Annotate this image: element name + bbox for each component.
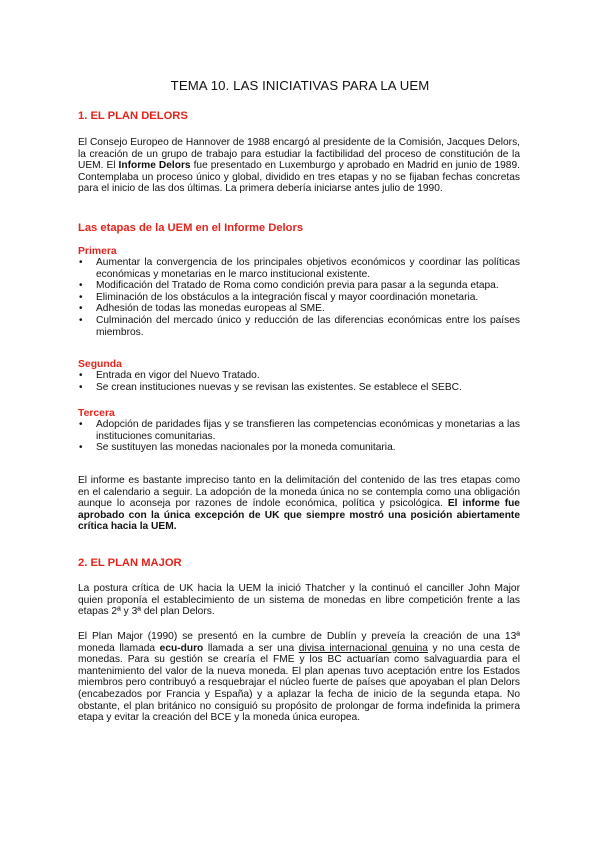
- text-run: divisa internacional genuina: [298, 642, 428, 654]
- text-run: El informe fue aprobado con la única excepción de UK que siempre mostró una posición abiertamente crítica hacia la UEM.: [78, 498, 520, 533]
- section-2-para-1-wrap: [78, 583, 520, 618]
- list-item: [78, 292, 520, 304]
- section-2-para-1: [78, 583, 520, 618]
- list-item: [78, 382, 520, 394]
- bullet-icon: •: [79, 370, 83, 381]
- section-1-heading: 1. EL PLAN DELORS: [78, 110, 188, 122]
- section-1-intro-wrap: [78, 137, 520, 195]
- text-run: llamada a ser una: [203, 642, 299, 654]
- list-item-text: Se crean instituciones nuevas y se revisan las existentes. Se establece el SEBC.: [96, 381, 462, 393]
- list-item: [78, 370, 520, 382]
- section-1-heading-wrap: [78, 110, 520, 122]
- bullet-icon: •: [79, 419, 83, 430]
- list-item-text: Entrada en vigor del Nuevo Tratado.: [96, 370, 260, 381]
- bullet-icon: •: [79, 314, 83, 326]
- stage-2-block: [78, 359, 520, 393]
- stage-3-label: Tercera: [78, 408, 115, 419]
- stages-subheading: Las etapas de la UEM en el Informe Delors: [78, 222, 304, 234]
- bullet-icon: •: [79, 257, 83, 268]
- stage-2-label: Segunda: [78, 359, 122, 370]
- text-run: fue presentado en Luxemburgo y aprobado en Madrid en junio de 1989. Contemplaba un proceso único y global, dividido en tres etapas y no se fijaban fechas concretas para el inicio de las dos últimas. La primera debería iniciarse antes julio de 1990.: [78, 160, 520, 195]
- bullet-icon: •: [79, 291, 83, 303]
- section-1-closing-wrap: [78, 475, 520, 533]
- text-run: Informe Delors: [118, 160, 191, 172]
- document-title: TEMA 10. LAS INICIATIVAS PARA LA UEM: [170, 78, 430, 93]
- text-run: ecu-duro: [159, 642, 204, 654]
- text-run: La postura crítica de UK hacia la UEM la inició Thatcher y la continuó el canciller John Major quien proponía el establecimiento de un sistema de monedas en libre competición frente a las etapas 2ª y 3ª del plan Delors.: [78, 583, 520, 618]
- section-2-heading: 2. EL PLAN MAJOR: [78, 557, 182, 569]
- text-run: El informe es bastante impreciso tanto en la delimitación del contenido de las tres etapas como en el calendario a seguir. La adopción de la moneda única no se contempla como una obligación aunque lo aconseja por razones de índole económica, política y psicológica.: [78, 475, 520, 510]
- text-run: y no una cesta de monedas. Para su gestión se crearía el FME y los BC actuarían como salvaguardia para el mantenimiento del valor de la nueva moneda. El plan apenas tuvo aceptación entre los Estados miembros pero contribuyó a resquebrajar el núcleo fuerte de países que apoyaban el plan Delors (encabezados por Francia y España) y a aplazar la fecha de inicio de la segunda etapa. No obstante, el plan británico no consiguió su propósito de prolongar de forma indefinida la primera etapa y evitar la creación del BCE y la moneda única europea.: [78, 642, 520, 724]
- list-item-text: Aumentar la convergencia de los principales objetivos económicos y coordinar las políticas económicas y monetarias en le marco institucional existente.: [96, 257, 520, 280]
- list-item: [78, 280, 520, 292]
- stages-subheading-wrap: [78, 222, 520, 234]
- text-run: El Consejo Europeo de Hannover de 1988 encargó al presidente de la Comisión, Jacques Delors, la creación de un grupo de trabajo para estudiar la factibilidad del proceso de constitución de la UEM. El: [78, 137, 520, 172]
- section-2-heading-wrap: [78, 557, 520, 569]
- list-item-text: Modificación del Tratado de Roma como condición previa para pasar a la segunda etapa.: [96, 280, 499, 292]
- list-item: [78, 315, 520, 338]
- list-item-text: Adhesión de todas las monedas europeas al SME.: [96, 303, 325, 315]
- bullet-icon: •: [79, 442, 83, 454]
- section-2-para-2-wrap: [78, 631, 520, 724]
- list-item: [78, 419, 520, 442]
- bullet-icon: •: [79, 381, 83, 393]
- section-1-closing: [78, 475, 520, 533]
- stage-1-block: [78, 246, 520, 338]
- list-item-text: Eliminación de los obstáculos a la integración fiscal y mayor coordinación monetaria.: [96, 291, 479, 303]
- stage-1-list: [78, 257, 520, 338]
- list-item: [78, 257, 520, 280]
- list-item-text: Adopción de paridades fijas y se transfieren las competencias económicas y monetarias a las instituciones comunitarias.: [96, 419, 520, 442]
- list-item-text: Se sustituyen las monedas nacionales por la moneda comunitaria.: [96, 442, 396, 454]
- stage-1-label: Primera: [78, 246, 117, 257]
- bullet-icon: •: [79, 303, 83, 315]
- list-item-text: Culminación del mercado único y reducción de las diferencias económicas entre los países miembros.: [96, 314, 520, 338]
- list-item: [78, 303, 520, 315]
- section-1-intro: [78, 137, 520, 195]
- stage-2-list: [78, 370, 520, 393]
- stage-3-list: [78, 419, 520, 454]
- text-run: El Plan Major (1990) se presentó en la cumbre de Dublín y preveía la creación de una 13ª moneda llamada: [78, 631, 520, 654]
- list-item: [78, 442, 520, 454]
- stage-3-block: [78, 408, 520, 454]
- bullet-icon: •: [79, 280, 83, 292]
- section-2-para-2: [78, 631, 520, 724]
